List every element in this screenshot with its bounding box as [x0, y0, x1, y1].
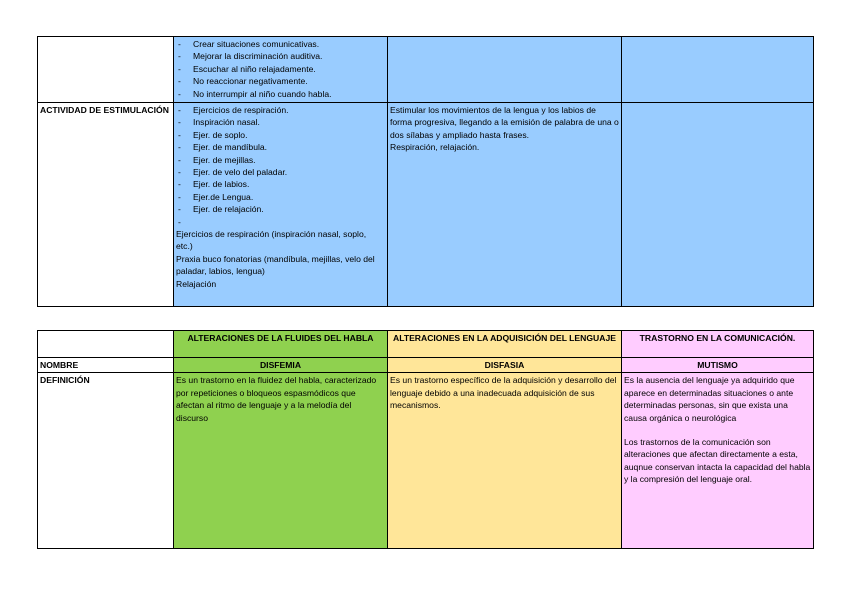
paragraph: Ejercicios de respiración (inspiración nasal, soplo, etc.) [176, 229, 367, 252]
mutism-activity-cell [622, 103, 814, 307]
paragraph: Los trastornos de la comunicación son alteraciones que afectan directamente a esta, auqnue conservan intacta la capacidad del habla y la compresión del lenguaje oral. [624, 437, 811, 485]
list-item: - Ejer. de relajación. [176, 203, 385, 215]
recommendations-list [176, 38, 385, 100]
stimulation-table [37, 36, 814, 307]
row-label: NOMBRE [38, 358, 174, 373]
list-item: - Ejer. de labios. [176, 178, 385, 190]
definition-disfasia: Es un trastorno específico de la adquisición y desarrollo del lenguaje debido a una inadecuada adquisición de sus mecanismos. [388, 373, 622, 549]
list-item: - Mejorar la discriminación auditiva. [176, 50, 385, 62]
paragraph: Relajación [176, 278, 217, 289]
row-label: ACTIVIDAD DE ESTIMULACIÓN [38, 103, 174, 307]
table-row [38, 37, 814, 103]
list-item: - Crear situaciones comunicativas. [176, 38, 385, 50]
paragraph: Praxia buco fonatorias (mandíbula, mejillas, velo del paladar, labios, lengua) [176, 253, 375, 277]
row-label: DEFINICIÓN [38, 373, 174, 549]
row-label [38, 37, 174, 103]
exercises-cell [174, 103, 388, 307]
definition-disfemia: Es un trastorno en la fluidez del habla, caracterizado por repeticiones o bloqueos espasmódicos que afectan al ritmo de lenguaje y a la melodía del discurso [174, 373, 388, 549]
header-fluency: ALTERACIONES DE LA FLUIDES DEL HABLA [174, 331, 388, 358]
exercises-list [176, 104, 385, 228]
paragraph: Es la ausencia del lenguaje ya adquirido que aparece en determinadas situaciones o ante determinadas personas, sin que exista una causa orgánica o neurológica [624, 375, 795, 423]
paragraph: Estimular los movimientos de la lengua y los labios de forma progresiva, llegando a la emisión de palabra de una o dos sílabas y ampliado hasta frases. [390, 105, 619, 140]
list-item: - Escuchar al niño relajadamente. [176, 63, 385, 75]
name-mutismo: MUTISMO [622, 358, 814, 373]
name-disfemia: DISFEMIA [174, 358, 388, 373]
mutism-cell [622, 37, 814, 103]
list-item: - Inspiración nasal. [176, 116, 385, 128]
definition-mutismo [622, 373, 814, 549]
table-row [38, 373, 814, 549]
paragraph: Respiración, relajación. [390, 142, 480, 153]
table-header-row [38, 331, 814, 358]
list-item: - No interrumpir al niño cuando habla. [176, 88, 385, 100]
list-item: - No reaccionar negativamente. [176, 75, 385, 87]
table-row [38, 103, 814, 307]
list-item: - Ejer. de mejillas. [176, 154, 385, 166]
list-item [176, 216, 385, 228]
disorders-table [37, 330, 814, 549]
name-disfasia: DISFASIA [388, 358, 622, 373]
header-acquisition: ALTERACIONES EN LA ADQUISICIÓN DEL LENGUAJE [388, 331, 622, 358]
header-communication: TRASTORNO EN LA COMUNICACIÓN. [622, 331, 814, 358]
list-item: - Ejer. de mandíbula. [176, 141, 385, 153]
recommendations-cell [174, 37, 388, 103]
list-item: - Ejer. de velo del paladar. [176, 166, 385, 178]
dysphasia-activity-cell [388, 103, 622, 307]
list-item: - Ejercicios de respiración. [176, 104, 385, 116]
list-item: - Ejer. de soplo. [176, 129, 385, 141]
table-row [38, 358, 814, 373]
header-blank [38, 331, 174, 358]
dysphasia-cell [388, 37, 622, 103]
list-item: - Ejer.de Lengua. [176, 191, 385, 203]
